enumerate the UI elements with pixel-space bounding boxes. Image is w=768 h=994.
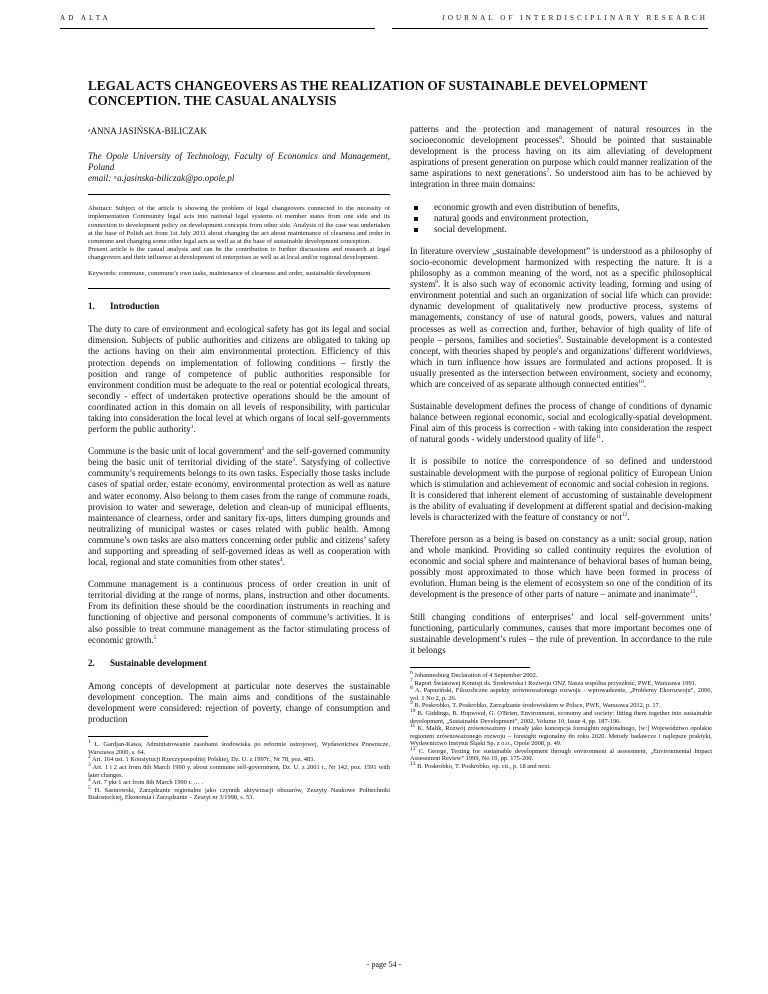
footnote-rule [410,667,530,668]
footnote [88,741,390,756]
footnote-ref: 10 [638,378,644,385]
footnote-number: 9 [410,700,413,707]
footnote-ref: 8 [435,279,439,286]
footnote [410,707,712,725]
section-heading-introduction [88,301,390,312]
footnote-number: 1 [88,739,91,746]
text: . Sustainable development is a contested concept, with theories shaped by people's and organizations' different worldviews, which in turn influence how issues are formulated and actions proposed. It is usually presented as the intersection between environment, society and economy, which are conceived of as separate although connected entities [410,334,712,389]
right-paragraph-1 [410,124,712,191]
footnote [88,756,390,764]
footnote-ref: 3 [292,457,296,464]
text: Commune is the basic unit of local government [88,446,262,457]
list-item: natural goods and environment protection, [410,213,712,224]
footnote-ref: 7 [546,168,550,175]
right-paragraph-3: Sustainable development defines the process of change of conditions of dynamic balance between regional economic, social and ecologically-spatial development. Final aim of this process is correction - with taking into consideration the respect of natural goods - widely understood quality of life$^{11}$. [410,401,712,445]
right-paragraph-2: In literature overview „sustainable development” is understood as a philosophy of socio-economic development harmonized with respecting the nature. It is a philosophy as a common meaning of the word, not as a specific philosophical system$^8$. It is also such way of economic activity leading, forming and using of environment potential and such an organization of social life which can provide: dynamic development of qualitatively new productive process, systems of managements, constancy of use of natural goods, powers, values and natural processes as well as correction and, further, behavior of high quality of life of people – persons, families and societies$^9$. Sustainable development is a contested concept, with theories shaped by people's and organizations' different worldviews, which in turn influence how issues are formulated and actions proposed. It is usually presented as the intersection between environment, society and economy, which are conceived of as separate although connected entities$^{10}$. [410,245,712,389]
right-paragraph-6: Therefore person as a being is based on constancy as a unit: social group, nation and whole mankind. Providing so called continuity requires the evolution of economic and social sphere and maintenance of behavioral bases of human being, possibly most approximated to those which have been formed in process of evolution. Human being is the element of ecosystem so one of the condition of its development is the presence of other parts of nature – animate and inanimate$^{13}$. [410,534,712,600]
footnote-number: 7 [410,677,413,684]
footnote-text: B. Giddings, B. Hopwood, G. O'Brien, Environment, economy and society: fitting them together into sustainable development, „Sustainable Development”, 2002, Volume 10, Issue 4, pp. 187-196. [410,709,712,725]
sd-paragraph: Among concepts of development at particular note deserves the sustainable development conception. The main aims and conditions of the sustainable development were considered: rejection of poverty, change of consumption and production [88,680,390,725]
footnote-number: 2 [88,754,91,761]
right-paragraph-7: Still changing conditions of enterprises’ and local self-government units’ functioning, particularly communes, causes that more important becomes one of sustainable development’s rules – the rule of prevention. In accordance to the rule it belongs [410,611,712,655]
footnote-ref: 5 [153,634,157,641]
footnotes-right [410,669,713,771]
footnote-text: C. George, Testing for sustainable development through environment al assessment, „Environmental Impact Assessment Review” 1999, No 19, pp. 175-200. [410,747,713,763]
text: Therefore person as a being is based on constancy as a unit: social group, nation and whole mankind. Providing so called continuity requires the evolution of economic and social sphere and maintenance of behavioral bases of human being, possibly most approximated to those which have been formed in process of evolution. Human being is the element of ecosystem so one of the condition of its development is the presence of other parts of nature – animate and inanimate [410,534,712,600]
section-title: Sustainable development [110,657,207,668]
footnote-ref: 1 [190,424,194,431]
footnote [88,779,390,787]
affiliation-line1: The Opole University of Technology, Faculty of Economics and Management, Poland [88,151,390,173]
footnote-number: 5 [88,784,91,791]
list-item: economic growth and even distribution of benefits, [410,202,712,213]
footnote [410,669,712,680]
footnote-number: 6 [410,669,413,676]
footnote-ref: 9 [558,334,561,341]
footnote-ref: 6 [559,135,562,142]
footnote [88,784,390,802]
author-email: email: ᵃa.jasinska-biliczak@po.opole.pl [88,173,235,184]
footnote-number: 13 [410,760,416,767]
text: The duty to care of environment and ecological safety has got its legal and social dimension. Subjects of public authorities and citizens are obligated to taking up the actions having on their aim environmental protection. Efficiency of this protection depends on implementation of following conditions – firstly the position and range of competence of public authorities responsible for environment condition must be adequate to the real or potential ecological threats, secondly - effect of undertaken protective operations should be the amount of coordinated action in this domain on all levels of responsibility, with particular taking into consideration the local level at which organs of local self-governments perform the public authority [88,324,390,435]
text: and the self-governed community being the basic unit of territorial dividing of the state [88,446,390,468]
footnote-text: A. Papuziński, Filozoficzne aspekty zrównoważonego rozwoju - wprowadzenie, „Problemy Ekorozwoju”, 2006, vol. 1 No 2, p. 26. [410,687,712,702]
footnote-number: 10 [410,707,416,714]
intro-paragraph-3 [88,579,390,646]
text: . So understood aim has to be achieved by integration in three main domains: [410,168,712,190]
footnote [410,677,712,688]
text: Commune management is a continuous process of order creation in unit of territorial dividing at the range of norms, plans, instruction and other documents. From its definition these should be the coordination instruments in reaching and functioning of objective and personal components of commune’s activities. It is also possible to treat commune management as the factor stimulating process of economic growth. [88,579,390,645]
page-number: - page 54 - [366,960,402,969]
footnote-ref: 12 [621,511,628,518]
text: patterns and the protection and management of natural resources in the socioeconomic development processes [410,124,712,146]
footnote-ref: 11 [595,434,602,441]
footnote-text: Raport Światowej Komisji ds. Środowiska i Rozwoju ONZ Nasza wspólna przyszłość, PWE, Warszawa 1991. [414,679,697,687]
footnote [410,722,712,748]
footnote-text: Art. 164 ust. 1 Konstytucji Rzeczypospolitej Polskiej, Dz. U. z 1997r., Nr 78, poz. 483. [92,756,315,764]
footnote-number: 12 [410,745,416,752]
footnote-text: Johannesburg Declaration of 4 September 2002. [414,671,538,679]
paper-title: LEGAL ACTS CHANGEOVERS AS THE REALIZATION OF SUSTAINABLE DEVELOPMENT CONCEPTION. THE CASUAL ANALYSIS [88,78,648,108]
left-column [88,124,390,802]
header-rule-left [60,28,375,29]
abstract-p2: Present article is the casual analysis and can be the contribution to further discussions and research at legal changeovers and their influence at development of enterprises as well as at local and/or regional development. [88,245,390,261]
right-paragraph-4: It is possibile to notice the correspondence of so defined and understood sustainable development with the purpose of regional politicy of European Union which is stimulation and achievement of economic and social cohesion in regions. [410,456,712,489]
footnote-ref: 2 [261,446,265,453]
footnote-text: K. Malik, Rozwój zrównoważony i trwały jako koncepcja foresightu regionalnego, [w:] Województwo opolskie regionem zrównoważonego rozwoju – foresight regionalny do roku 2020. Metody badawcze i najlepsze praktyki, Wydawnictwo Instytut Śląski Sp. z o.o., Opole 2008, p. 49. [410,725,712,748]
section-heading-sustainable-development [88,658,390,669]
header-rule-right [392,28,708,29]
text: It is considered that inherent element of accustoming of sustainable development is the ability of evaluating if development at different spatial and decision-making levels is characterized with the feature of constancy or not [410,489,712,522]
affiliation [88,151,390,184]
footnote-text: H. Sasinowski, Zarządzanie regionalne jako czynnik aktywizacji obszarów, Zeszyty Naukowe Politechniki Białostockiej, Ekonomia i Zarządzanie – Zeszyt nr 3/1998, s. 53. [88,786,390,802]
footnote [410,745,713,763]
footnote [410,702,712,710]
text: . It is also such way of economic activity leading, forming and using of environment potential and such an organization of social life which can provide: dynamic development of qualitatively new productive process, systems of managements, constancy of use of natural goods, powers, values and natural processes as well as correction and, further, behavior of high quality of life of people – persons, families and societies [410,279,712,345]
footnote-ref: 4 [279,557,283,564]
footnote-ref: 13 [689,589,696,596]
footnote [410,687,712,702]
domains-list [410,202,712,235]
text: In literature overview „sustainable development” is understood as a philosophy of socio-economic development harmonized with respecting the nature. It is a philosophy as a common meaning of the word, not as a specific philosophical system [410,245,712,290]
text: . Should be pointed that sustainable development is the process having on its aim alleviating of development aspirations of present generation on purpose which could manner realization of the same aspirations to next generations [410,135,712,179]
intro-paragraph-2: Commune is the basic unit of local government$^2$ and the self-governed community being the basic unit of territorial dividing of the state$^3$. Satysfying of collective community’s requirements belongs to its own tasks. Especially those tasks include cases of spatial order, estate economy, environmental protection as well as nature and water economy. Also belong to them cases from the range of commune roads, provision to water and sewerage, deletion and clean-up of municipal effluents, maintenance of clearness, order and sanitary fix-ups, litters dumping grounds and neutralizing of municipal wastes or cases related with public health. Among commune’s own tasks are also matters concerning order public and citizens’ safety and supporting and spreading of self-governed ideas as well as cooperation with local, regional and state comunities from other states$^4$. [88,446,390,568]
journal-name-left: AD ALTA [60,14,111,22]
footnote-text: Art. 7 pkt 1 act from 8th March 1990 r. … . [92,779,204,787]
footnote-number: 4 [88,777,91,784]
footnote-rule [88,736,208,737]
abstract-p1: Abstract: Subject of the article is showing the problem of legal changeovers connected to the necessity of implementation Community legal acts into national legal systems of member states from one side and its connection to development policy on development concepts from other side. Analysis of the case was undertaken at the base of Polish act from 1st July 2011 about changing the act about maintenance of clearness and order in commune and changing some other legal acts as well as at the base of sustainable development conception. [88,205,390,245]
author: ᵃANNA JASIŃSKA-BILICZAK [88,126,207,136]
section-title: Introduction [110,301,160,312]
intro-paragraph-1: The duty to care of environment and ecological safety has got its legal and social dimension. Subjects of public authorities and citizens are obligated to taking up the actions having on their aim environmental protection. Efficiency of this protection depends on implementation of following conditions – firstly the position and range of competence of public authorities responsible for environment condition must be adequate to the real or potential ecological threats, secondly - effect of undertaken protective operations should be the amount of coordinated action in this domain on all levels of responsibility, with particular taking into consideration the local level at which organs of local self-governments perform the public authority$^1$. [88,324,390,435]
text: . Satysfying of collective community’s requirements belongs to its own tasks. Especially those tasks include cases of spatial order, estate economy, environmental protection as well as nature and water economy. Also belong to them cases from the range of commune roads, provision to water and sewerage, deletion and clean-up of municipal effluents, maintenance of clearness, order and sanitary fix-ups, litters dumping grounds and neutralizing of municipal wastes or cases related with public health. Among commune’s own tasks are also matters concerning order public and citizens’ safety and supporting and spreading of self-governed ideas as well as cooperation with local, regional and state comunities from other states [88,457,390,568]
text: Sustainable development defines the process of change of conditions of dynamic balance between regional economic, social and ecologically-spatial development. Final aim of this process is correction - with taking into consideration the respect of natural goods - widely understood quality of life [410,401,712,445]
footnote-number: 8 [410,685,413,691]
keywords: Keywords: commune, commune’s own tasks, maintenance of clearness and order, sustainable development [88,270,371,278]
divider [88,194,390,195]
footnote-text: B. Poskrobko, T. Poskrobko, Zarządzanie środowiskiem w Polsce, PWE, Warszawa 2012, p. 17. [414,702,661,710]
list-item: social development. [410,224,712,235]
right-column [410,124,712,771]
footnote [88,761,390,779]
footnote-number: 3 [88,761,91,768]
footnote-number: 11 [410,722,416,729]
footnote-text: B. Poskrobko, T. Poskrobko, op. cit., p. 18 and next. [417,763,551,771]
section-number: 1. [88,301,95,312]
footnote [410,760,712,771]
journal-name-right: JOURNAL OF INTERDISCIPLINARY RESEARCH [441,14,708,22]
footnote-text: L. Gardjan-Kawa, Administrowanie zasobami środowiska po reformie ustrojowej, Wydawnictwa Prawnicze, Warszawa 2000, s. 64. [88,741,390,756]
section-number: 2. [88,657,95,668]
divider [88,288,390,289]
footnotes-left [88,741,390,802]
footnote-text: Art. 1 i 2 act from 8th March 1990 y. about commune self-government, Dz. U. z 2001 r., Nr 142, poz. 1591 with later changes. [88,764,390,779]
right-paragraph-5: It is considered that inherent element of accustoming of sustainable development is the ability of evaluating if development at different spatial and decision-making levels is characterized with the feature of constancy or not$^{12}$. [410,489,712,522]
